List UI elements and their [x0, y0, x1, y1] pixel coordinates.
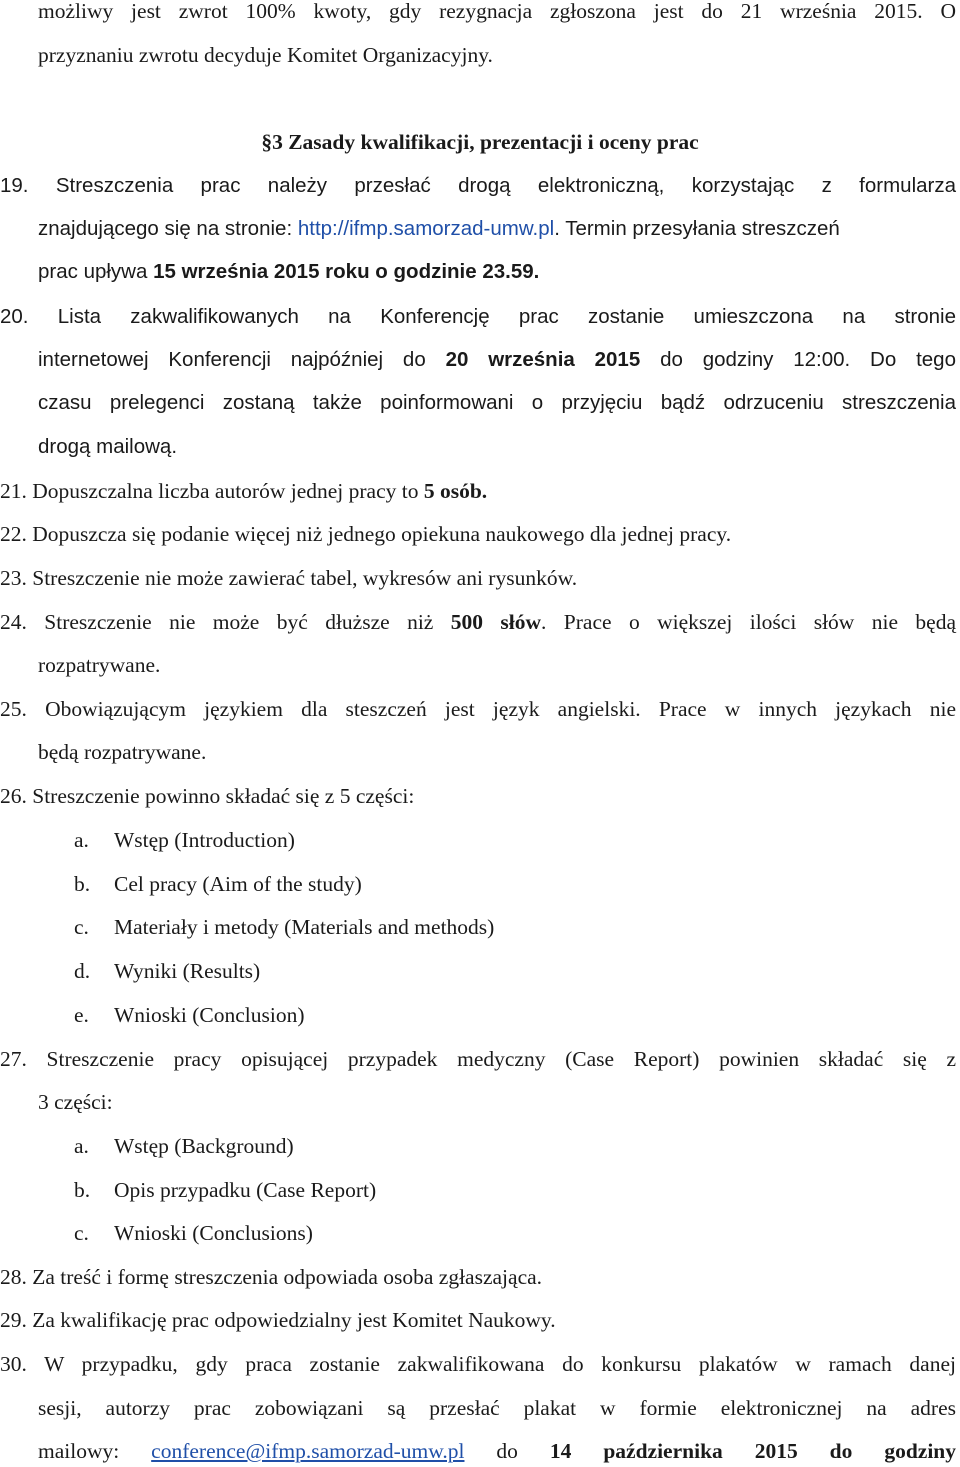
- text-span: Streszczenie nie może być dłuższe niż: [44, 610, 451, 634]
- paragraph-22: [0, 521, 731, 547]
- text-span: Streszczenie powinno składać się z 5 części:: [32, 784, 415, 808]
- paragraph-19-line-1: [0, 173, 956, 199]
- text-span: Obowiązującym językiem dla steszczeń jest język angielski. Prace w innych językach nie: [45, 697, 957, 721]
- paragraph-26: [0, 783, 414, 809]
- text-span: internetowej Konferencji najpóźniej do: [38, 348, 446, 371]
- list-item: [74, 871, 362, 897]
- list-text: Cel pracy (Aim of the study): [114, 872, 362, 896]
- list-marker: b.: [74, 1178, 91, 1202]
- website-link[interactable]: http://ifmp.samorzad-umw.pl: [297, 217, 555, 240]
- item-number: 20.: [0, 305, 29, 328]
- item-number: 19.: [0, 174, 29, 197]
- paragraph-19-text: Streszczenia prac należy przesłać drogą elektroniczną, korzystając z formularza: [55, 174, 957, 197]
- text-span: Streszczenie nie może zawierać tabel, wykresów ani rysunków.: [32, 566, 578, 590]
- list-item: [74, 1177, 376, 1203]
- paragraph-30-line-2: sesji, autorzy prac zobowiązani są przesłać plakat w formie elektronicznej na adres: [38, 1396, 956, 1420]
- list-text: Materiały i metody (Materials and methods): [114, 915, 495, 939]
- list-text: Opis przypadku (Case Report): [114, 1178, 377, 1202]
- paragraph-20-line-3: czasu prelegenci zostaną także poinformowani o przyjęciu bądź odrzuceniu streszczenia: [38, 391, 956, 414]
- item-number: 26.: [0, 784, 27, 808]
- text-span: Za kwalifikację prac odpowiedzialny jest Komitet Naukowy.: [32, 1308, 556, 1332]
- item-number: 21.: [0, 479, 27, 503]
- paragraph-23: [0, 565, 577, 591]
- paragraph-20-line-2: [38, 347, 956, 373]
- text-span: mailowy:: [38, 1439, 152, 1463]
- list-marker: e.: [74, 1003, 89, 1027]
- list-text: Wnioski (Conclusion): [114, 1003, 305, 1027]
- intro-line-2: przyznaniu zwrotu decyduje Komitet Organizacyjny.: [38, 43, 493, 67]
- paragraph-19-line-3: [38, 259, 539, 285]
- text-span: do: [464, 1439, 550, 1463]
- text-span: Lista zakwalifikowanych na Konferencję prac zostanie umieszczona na stronie: [57, 305, 956, 328]
- paragraph-24-line-1: [0, 609, 956, 635]
- item-number: 30.: [0, 1352, 27, 1376]
- item-number: 29.: [0, 1308, 27, 1332]
- list-marker: d.: [74, 959, 91, 983]
- deadline-bold: 14 października 2015 do godziny: [549, 1439, 957, 1463]
- list-marker: b.: [74, 872, 91, 896]
- paragraph-30-line-1: [0, 1351, 956, 1377]
- list-marker: c.: [74, 1221, 89, 1245]
- text-span: znajdującego się na stronie:: [38, 217, 298, 240]
- item-number: 27.: [0, 1047, 27, 1071]
- item-number: 22.: [0, 522, 27, 546]
- list-marker: a.: [74, 828, 89, 852]
- section-heading: §3 Zasady kwalifikacji, prezentacji i oceny prac: [261, 130, 699, 154]
- paragraph-29: [0, 1307, 556, 1333]
- paragraph-27-line-2: 3 części:: [38, 1090, 113, 1114]
- date-bold: 20 września 2015: [445, 348, 641, 371]
- list-item: [74, 958, 260, 984]
- list-item: [74, 1133, 294, 1159]
- text-span: Za treść i formę streszczenia odpowiada osoba zgłaszająca.: [32, 1265, 543, 1289]
- paragraph-20-line-1: [0, 304, 956, 330]
- bold-span: 500 słów: [450, 610, 542, 634]
- text-span: . Prace o większej ilości słów nie będą: [541, 610, 956, 634]
- list-item: [74, 1002, 305, 1028]
- text-span: Dopuszcza się podanie więcej niż jednego opiekuna naukowego dla jednej pracy.: [32, 522, 732, 546]
- list-marker: c.: [74, 915, 89, 939]
- text-span: W przypadku, gdy praca zostanie zakwalifikowana do konkursu plakatów w ramach danej: [44, 1352, 956, 1376]
- paragraph-19-line-2: [38, 216, 840, 242]
- item-number: 28.: [0, 1265, 27, 1289]
- paragraph-21: [0, 478, 487, 504]
- list-text: Wstęp (Background): [114, 1134, 294, 1158]
- text-span: Streszczenie pracy opisującej przypadek medyczny (Case Report) powinien składać się z: [46, 1047, 956, 1071]
- bold-span: 5 osób.: [423, 479, 488, 503]
- text-span: prac upływa: [38, 260, 154, 283]
- list-text: Wnioski (Conclusions): [114, 1221, 313, 1245]
- text-span: do godziny 12:00. Do tego: [640, 348, 956, 371]
- list-text: Wyniki (Results): [114, 959, 261, 983]
- intro-line-1: możliwy jest zwrot 100% kwoty, gdy rezygnacja zgłoszona jest do 21 września 2015. O: [38, 0, 956, 23]
- paragraph-27-line-1: [0, 1046, 956, 1072]
- deadline-bold: 15 września 2015 roku o godzinie 23.59.: [153, 260, 540, 283]
- text-span: . Termin przesyłania streszczeń: [554, 217, 840, 240]
- item-number: 25.: [0, 697, 27, 721]
- item-number: 24.: [0, 610, 27, 634]
- paragraph-25-line-2: będą rozpatrywane.: [38, 740, 207, 764]
- paragraph-25-line-1: [0, 696, 956, 722]
- list-text: Wstęp (Introduction): [114, 828, 295, 852]
- item-number: 23.: [0, 566, 27, 590]
- paragraph-24-line-2: rozpatrywane.: [38, 653, 161, 677]
- paragraph-28: [0, 1264, 542, 1290]
- paragraph-30-line-3: [38, 1438, 956, 1464]
- list-marker: a.: [74, 1134, 89, 1158]
- paragraph-20-line-4: drogą mailową.: [38, 435, 178, 458]
- email-link[interactable]: conference@ifmp.samorzad-umw.pl: [151, 1439, 465, 1463]
- text-span: Dopuszczalna liczba autorów jednej pracy to: [32, 479, 424, 503]
- list-item: [74, 827, 295, 853]
- list-item: [74, 1220, 313, 1246]
- list-item: [74, 914, 494, 940]
